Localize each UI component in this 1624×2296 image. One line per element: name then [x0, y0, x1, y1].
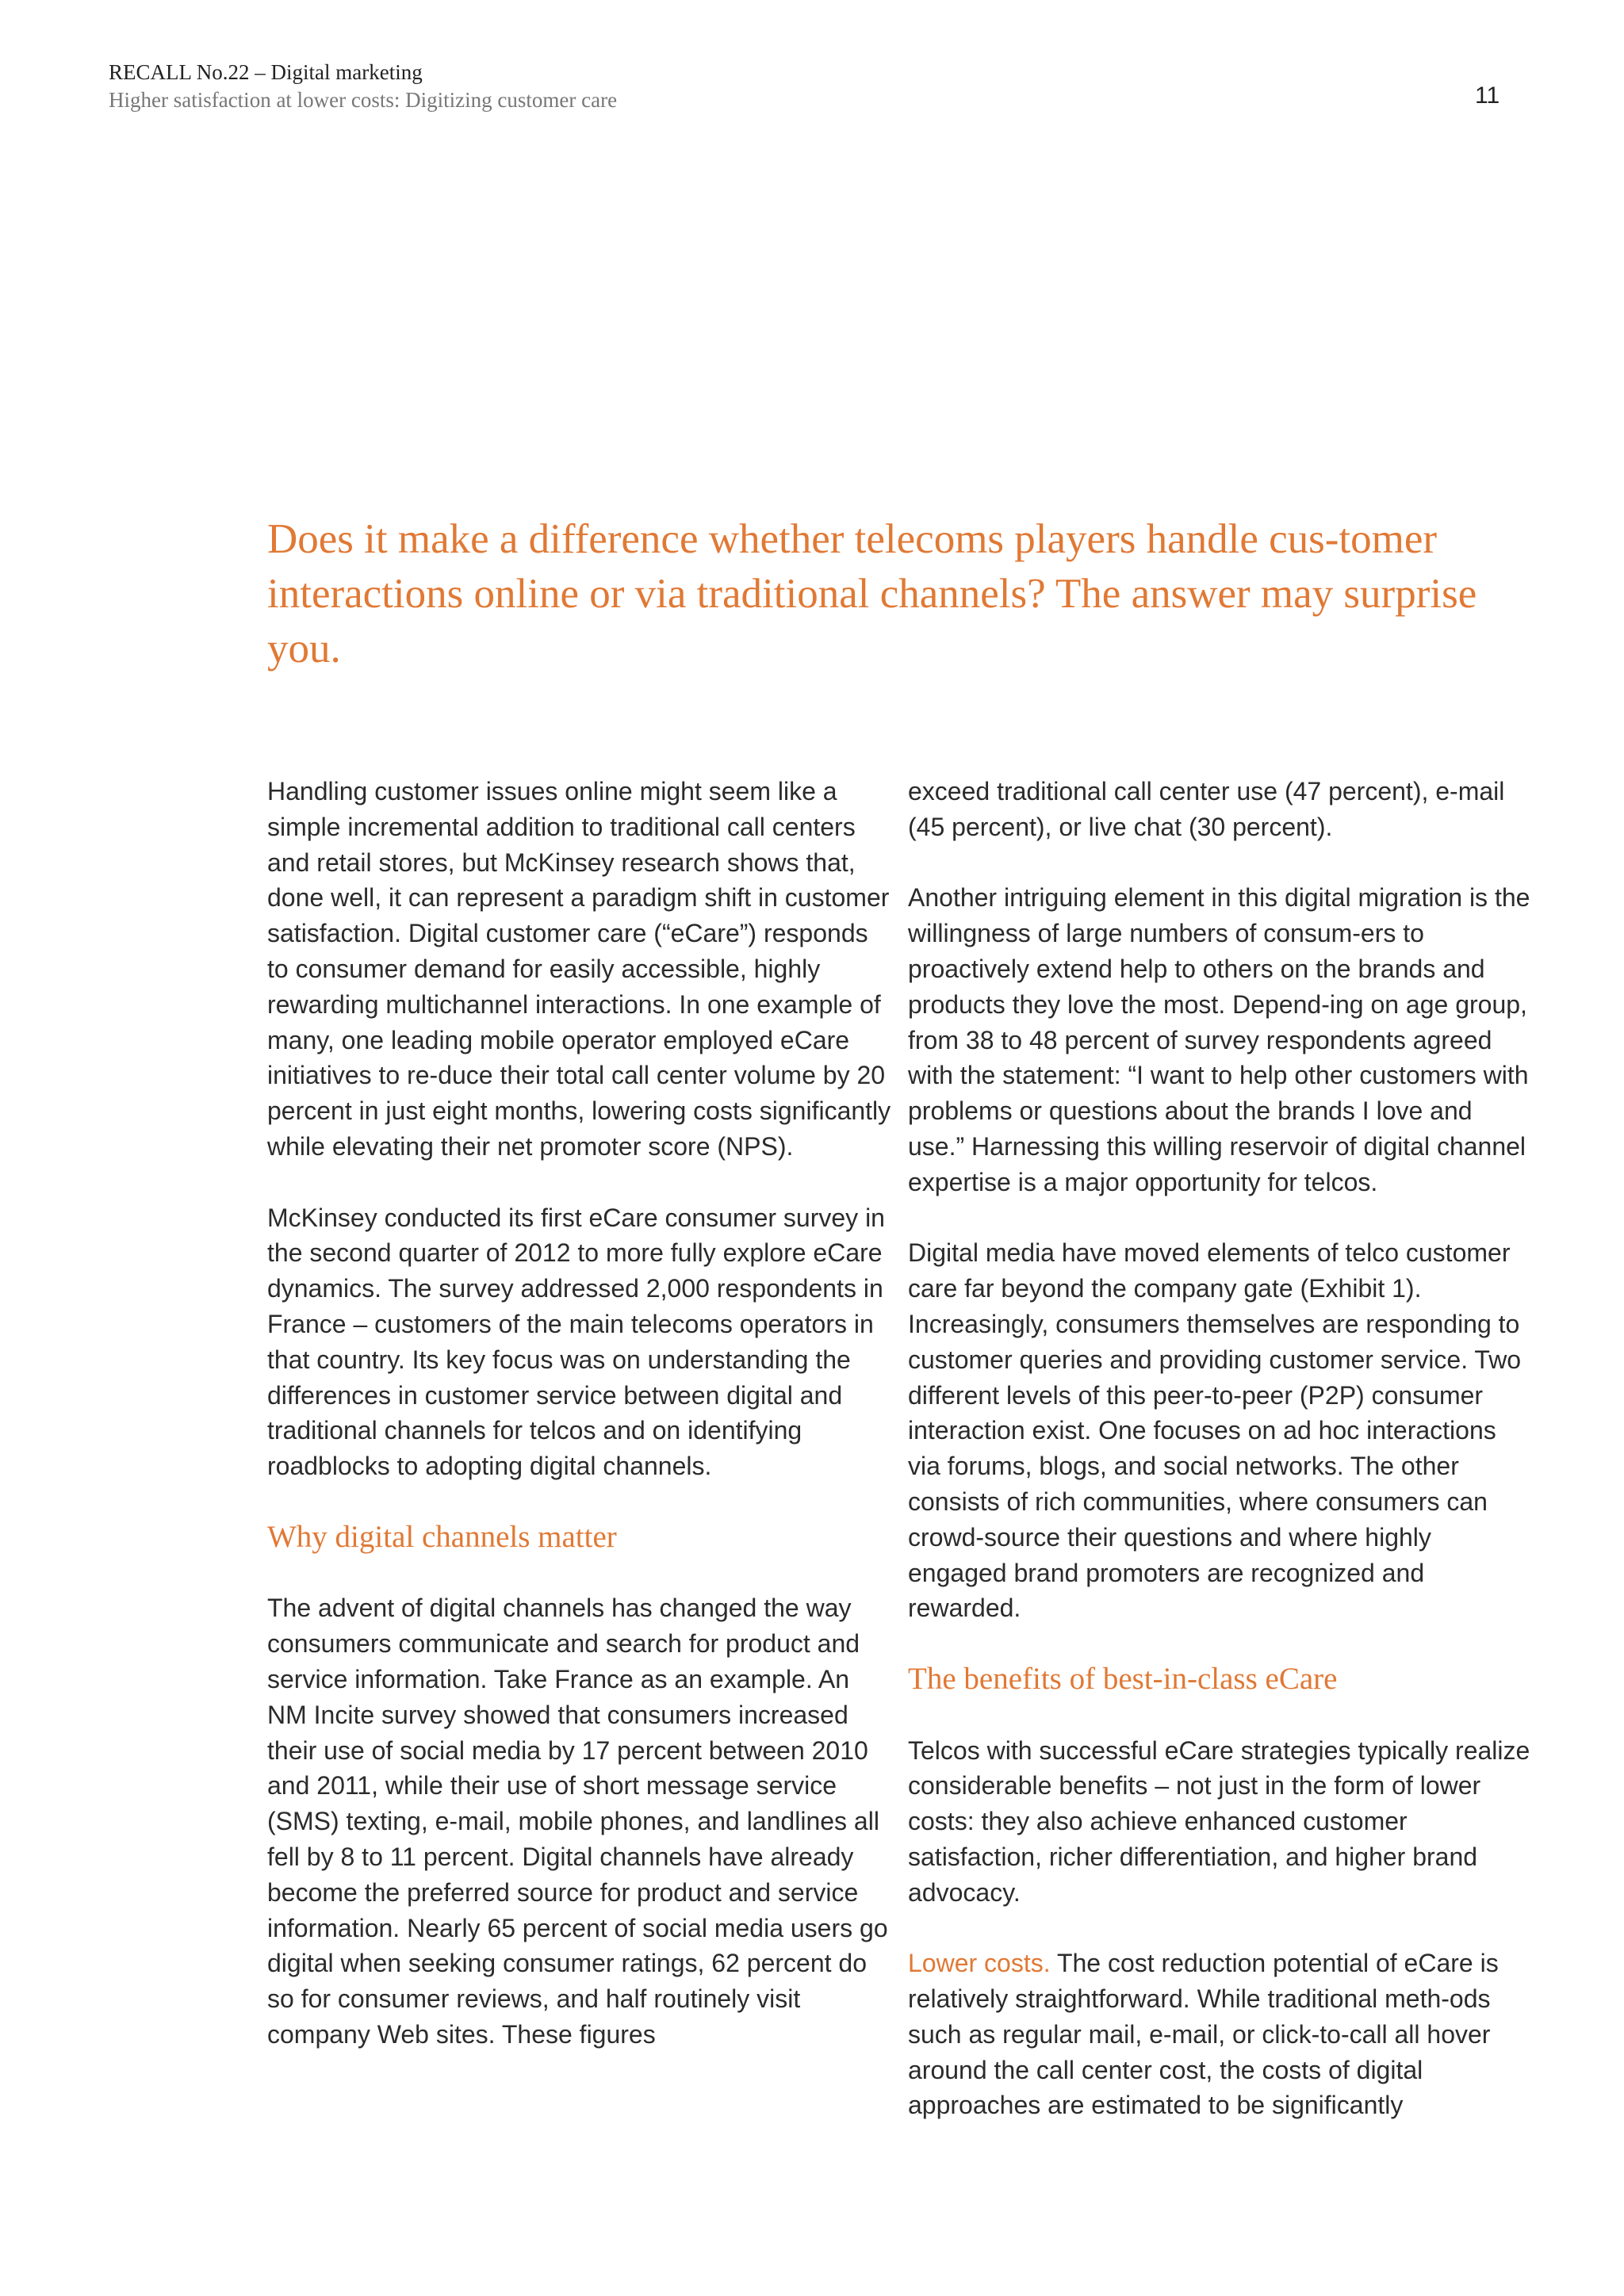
left-column — [267, 774, 894, 2087]
lower-costs-text: The cost reduction potential of eCare is relatively straightforward. While traditional meth-ods such as regular mail, e-mail, or click-to-call all hover around the call center cost, the costs of digital approaches are estimated to be significantly — [908, 1949, 1499, 2120]
paragraph-benefits: Telcos with successful eCare strategies typically realize considerable benefits – not just in the form of lower costs: they also achieve enhanced customer satisfaction, richer differentiation, and higher brand advocacy. — [908, 1735, 1530, 1907]
paragraph-digital-migration: Another intriguing element in this digital migration is the willingness of large numbers of consum-ers to proactively extend help to others on the brands and products they love the most. Depend-ing on age group, from 38 to 48 percent of survey respondents agreed with the statement: “I want to help other customers with problems or questions about the brands I love and use.” Harnessing this willing reservoir of digital channel expertise is a major opportunity for telcos. — [908, 883, 1530, 1196]
article-subtitle: Higher satisfaction at lower costs: Digitizing customer care — [109, 88, 618, 113]
lead-question: Does it make a difference whether telecoms players handle cus-tomer interactions online or via traditional channels? The answer may surprise you. — [267, 516, 1477, 672]
paragraph-p2p: Digital media have moved elements of telco customer care far beyond the company gate (Exhibit 1). Increasingly, consumers themselves are responding to customer queries and providing customer service. Two different levels of this peer-to-peer (P2P) consumer interaction exist. One focuses on ad hoc interactions via forums, blogs, and social networks. The other consists of rich communities, where consumers can crowd-source their questions and where highly engaged brand promoters are recognized and rewarded. — [908, 1238, 1522, 1623]
page-number: 11 — [1475, 82, 1500, 109]
running-head — [109, 59, 617, 114]
inline-heading-lower-costs: Lower costs. — [908, 1949, 1051, 1978]
paragraph-lower-costs — [908, 1946, 1534, 2123]
section-heading-benefits: The benefits of best-in-class eCare — [908, 1661, 1338, 1696]
publication-series: RECALL No.22 – Digital marketing — [109, 60, 423, 84]
section-heading-digital-channels: Why digital channels matter — [267, 1519, 617, 1554]
paragraph-continuation: exceed traditional call center use (47 percent), e-mail (45 percent), or live chat (30 percent). — [908, 777, 1505, 841]
paragraph-digital-advent: The advent of digital channels has changed the way consumers communicate and search for product and service information. Take France as an example. An NM Incite survey showed that consumers increased their use of social media by 17 percent between 2010 and 2011, while their use of short message service (SMS) texting, e-mail, mobile phones, and landlines all fell by 8 to 11 percent. Digital channels have already become the preferred source for product and service information. Nearly 65 percent of social media users go digital when seeking consumer ratings, 62 percent do so for consumer reviews, and half routinely visit company Web sites. These figures — [267, 1594, 888, 2049]
right-column — [908, 774, 1534, 2159]
paragraph-intro: Handling customer issues online might seem like a simple incremental addition to traditional call centers and retail stores, but McKinsey research shows that, done well, it can represent a paradigm shift in customer satisfaction. Digital customer care (“eCare”) responds to consumer demand for easily accessible, highly rewarding multichannel interactions. In one example of many, one leading mobile operator employed eCare initiatives to re-duce their total call center volume by 20 percent in just eight months, lowering costs significantly while elevating their net promoter score (NPS). — [267, 777, 891, 1161]
paragraph-survey: McKinsey conducted its first eCare consumer survey in the second quarter of 2012 to more fully explore eCare dynamics. The survey addressed 2,000 respondents in France – customers of the main telecoms operators in that country. Its key focus was on understanding the differences in customer service between digital and traditional channels for telcos and on identifying roadblocks to adopting digital channels. — [267, 1203, 885, 1481]
